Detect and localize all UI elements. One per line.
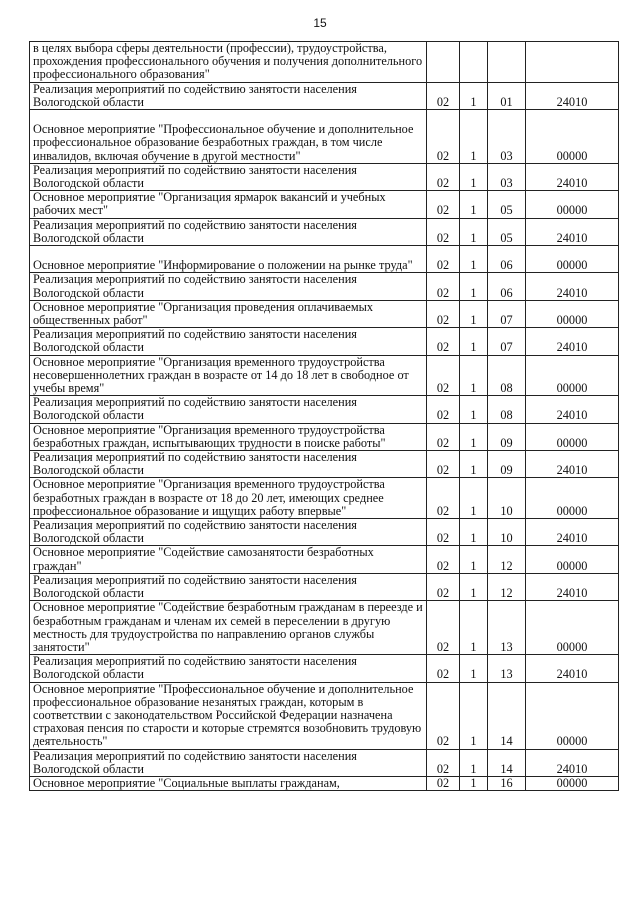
code-cell-1: 02 (427, 682, 460, 749)
code-cell-3: 10 (488, 478, 526, 519)
code-cell-3: 07 (488, 300, 526, 327)
program-name-cell: Реализация мероприятий по содействию занятости населения Вологодской области (30, 328, 427, 355)
code-cell-1: 02 (427, 396, 460, 423)
code-cell-3: 03 (488, 163, 526, 190)
code-cell-2: 1 (460, 519, 488, 546)
program-name-cell: Реализация мероприятий по содействию занятости населения Вологодской области (30, 218, 427, 245)
code-cell-2: 1 (460, 300, 488, 327)
program-name-cell: Реализация мероприятий по содействию занятости населения Вологодской области (30, 573, 427, 600)
code-cell-2: 1 (460, 396, 488, 423)
program-name-cell: Основное мероприятие "Организация ярмарок вакансий и учебных рабочих мест" (30, 191, 427, 218)
code-cell-4: 24010 (526, 573, 619, 600)
table-row (30, 396, 619, 423)
code-cell-2: 1 (460, 328, 488, 355)
code-cell-4: 00000 (526, 776, 619, 790)
code-cell-3: 12 (488, 573, 526, 600)
code-cell-4: 24010 (526, 396, 619, 423)
code-cell-3: 09 (488, 423, 526, 450)
code-cell-4: 00000 (526, 682, 619, 749)
code-cell-4 (526, 42, 619, 83)
table-row (30, 218, 619, 245)
code-cell-4: 24010 (526, 218, 619, 245)
code-cell-3: 13 (488, 655, 526, 682)
program-name-cell: Реализация мероприятий по содействию занятости населения Вологодской области (30, 519, 427, 546)
code-cell-2: 1 (460, 451, 488, 478)
table-row (30, 246, 619, 273)
code-cell-1: 02 (427, 218, 460, 245)
code-cell-1: 02 (427, 546, 460, 573)
page-number: 15 (313, 16, 327, 30)
table-row (30, 682, 619, 749)
table-row (30, 749, 619, 776)
code-cell-4: 00000 (526, 191, 619, 218)
code-cell-2: 1 (460, 682, 488, 749)
table-body (30, 42, 619, 791)
code-cell-1: 02 (427, 163, 460, 190)
code-cell-2: 1 (460, 355, 488, 396)
code-cell-4: 00000 (526, 110, 619, 164)
code-cell-2: 1 (460, 163, 488, 190)
code-cell-1: 02 (427, 328, 460, 355)
code-cell-4: 24010 (526, 273, 619, 300)
code-cell-2: 1 (460, 573, 488, 600)
code-cell-1: 02 (427, 573, 460, 600)
code-cell-3: 14 (488, 682, 526, 749)
code-cell-3: 16 (488, 776, 526, 790)
code-cell-3: 09 (488, 451, 526, 478)
program-name-cell: Реализация мероприятий по содействию занятости населения Вологодской области (30, 749, 427, 776)
code-cell-4: 24010 (526, 749, 619, 776)
program-name-cell: Реализация мероприятий по содействию занятости населения Вологодской области (30, 451, 427, 478)
code-cell-1: 02 (427, 519, 460, 546)
code-cell-1: 02 (427, 478, 460, 519)
program-name-cell: Реализация мероприятий по содействию занятости населения Вологодской области (30, 655, 427, 682)
code-cell-3: 10 (488, 519, 526, 546)
program-name-cell: Реализация мероприятий по содействию занятости населения Вологодской области (30, 396, 427, 423)
code-cell-3: 06 (488, 246, 526, 273)
program-name-cell: Реализация мероприятий по содействию занятости населения Вологодской области (30, 163, 427, 190)
code-cell-2: 1 (460, 423, 488, 450)
code-cell-4: 24010 (526, 655, 619, 682)
code-cell-1: 02 (427, 110, 460, 164)
code-cell-4: 24010 (526, 163, 619, 190)
program-name-cell: Основное мероприятие "Содействие безработным гражданам в переезде и безработным гражданам и членам их семей в переселении в другую местность для трудоустройства по направлению органов службы занятости" (30, 601, 427, 655)
code-cell-4: 00000 (526, 300, 619, 327)
code-cell-3: 05 (488, 191, 526, 218)
table-row (30, 355, 619, 396)
program-name-cell: Основное мероприятие "Информирование о положении на рынке труда" (30, 246, 427, 273)
code-cell-2: 1 (460, 601, 488, 655)
code-cell-4: 00000 (526, 423, 619, 450)
code-cell-3: 01 (488, 82, 526, 109)
table-row (30, 573, 619, 600)
table-row (30, 451, 619, 478)
code-cell-2: 1 (460, 749, 488, 776)
program-name-cell: Основное мероприятие "Организация временного трудоустройства несовершеннолетних граждан в возрасте от 14 до 18 лет в свободное от учебы время" (30, 355, 427, 396)
code-cell-4: 24010 (526, 328, 619, 355)
code-cell-2: 1 (460, 110, 488, 164)
table-row (30, 776, 619, 790)
table-row (30, 110, 619, 164)
code-cell-2: 1 (460, 776, 488, 790)
code-cell-1: 02 (427, 355, 460, 396)
code-cell-4: 00000 (526, 246, 619, 273)
code-cell-1: 02 (427, 300, 460, 327)
code-cell-3: 14 (488, 749, 526, 776)
code-cell-1: 02 (427, 655, 460, 682)
code-cell-1: 02 (427, 451, 460, 478)
code-cell-3: 13 (488, 601, 526, 655)
code-cell-3: 08 (488, 355, 526, 396)
code-cell-1: 02 (427, 749, 460, 776)
code-cell-1: 02 (427, 776, 460, 790)
program-name-cell: Основное мероприятие "Профессиональное обучение и дополнительное профессиональное образование безработных граждан, в том числе инвалидов, включая обучение в другой местности" (30, 110, 427, 164)
budget-classification-table (29, 41, 619, 791)
program-name-cell: Основное мероприятие "Организация проведения оплачиваемых общественных работ" (30, 300, 427, 327)
code-cell-1: 02 (427, 273, 460, 300)
table-row (30, 273, 619, 300)
code-cell-4: 00000 (526, 355, 619, 396)
table-row (30, 82, 619, 109)
code-cell-3: 06 (488, 273, 526, 300)
code-cell-3: 03 (488, 110, 526, 164)
program-name-cell: Реализация мероприятий по содействию занятости населения Вологодской области (30, 273, 427, 300)
program-name-cell: Основное мероприятие "Профессиональное обучение и дополнительное профессиональное образование незанятых граждан, которым в соответствии с законодательством Российской Федерации назначена страховая пенсия по старости и которые стремятся возобновить трудовую деятельность" (30, 682, 427, 749)
code-cell-1: 02 (427, 246, 460, 273)
code-cell-2: 1 (460, 655, 488, 682)
code-cell-4: 00000 (526, 478, 619, 519)
code-cell-1 (427, 42, 460, 83)
code-cell-2: 1 (460, 191, 488, 218)
code-cell-2: 1 (460, 546, 488, 573)
code-cell-2: 1 (460, 478, 488, 519)
table-row (30, 655, 619, 682)
code-cell-2: 1 (460, 246, 488, 273)
code-cell-4: 24010 (526, 451, 619, 478)
code-cell-1: 02 (427, 82, 460, 109)
code-cell-1: 02 (427, 191, 460, 218)
table-row (30, 328, 619, 355)
code-cell-3: 07 (488, 328, 526, 355)
table-row (30, 478, 619, 519)
table-row (30, 300, 619, 327)
code-cell-2: 1 (460, 82, 488, 109)
program-name-cell: Основное мероприятие "Социальные выплаты гражданам, (30, 776, 427, 790)
code-cell-4: 24010 (526, 82, 619, 109)
table-row (30, 601, 619, 655)
code-cell-2 (460, 42, 488, 83)
table-row (30, 163, 619, 190)
program-name-cell: в целях выбора сферы деятельности (профессии), трудоустройства, прохождения профессионального обучения и получения дополнительного профессионального образования" (30, 42, 427, 83)
code-cell-3: 08 (488, 396, 526, 423)
table-row (30, 519, 619, 546)
table-row (30, 423, 619, 450)
program-name-cell: Реализация мероприятий по содействию занятости населения Вологодской области (30, 82, 427, 109)
table-row (30, 42, 619, 83)
code-cell-4: 24010 (526, 519, 619, 546)
code-cell-1: 02 (427, 423, 460, 450)
program-name-cell: Основное мероприятие "Организация временного трудоустройства безработных граждан в возрасте от 18 до 20 лет, имеющих среднее профессиональное образование и ищущих работу впервые" (30, 478, 427, 519)
code-cell-3: 05 (488, 218, 526, 245)
code-cell-2: 1 (460, 218, 488, 245)
code-cell-1: 02 (427, 601, 460, 655)
program-name-cell: Основное мероприятие "Содействие самозанятости безработных граждан" (30, 546, 427, 573)
code-cell-4: 00000 (526, 601, 619, 655)
code-cell-3 (488, 42, 526, 83)
code-cell-3: 12 (488, 546, 526, 573)
table-row (30, 191, 619, 218)
table-row (30, 546, 619, 573)
code-cell-2: 1 (460, 273, 488, 300)
program-name-cell: Основное мероприятие "Организация временного трудоустройства безработных граждан, испытывающих трудности в поиске работы" (30, 423, 427, 450)
code-cell-4: 00000 (526, 546, 619, 573)
